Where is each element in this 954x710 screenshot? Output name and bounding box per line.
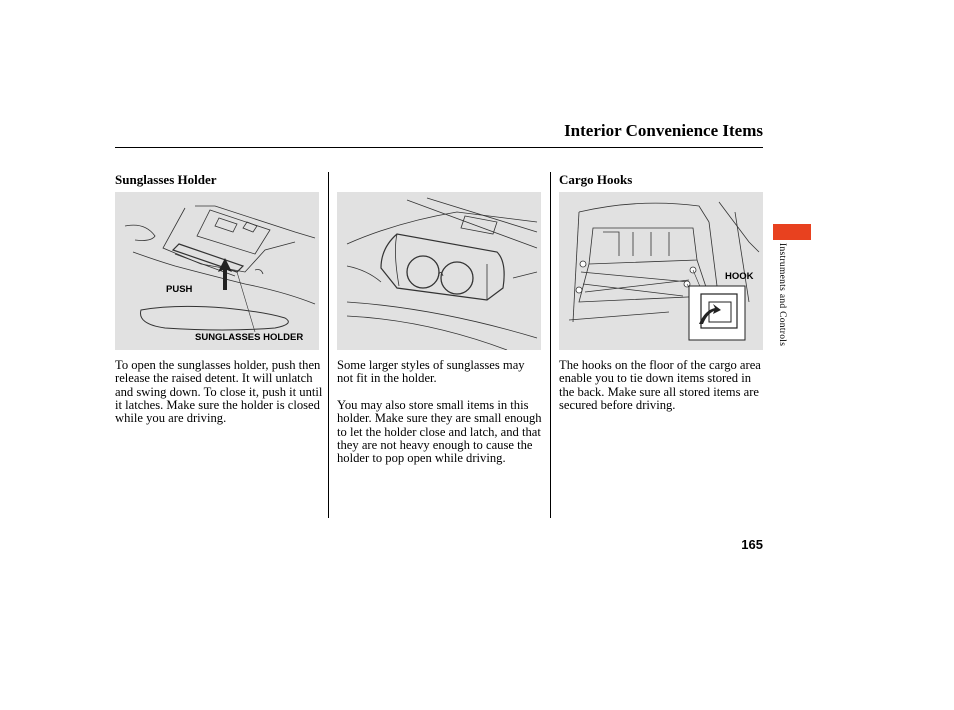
hook-label: HOOK [725, 271, 754, 282]
sunglasses-holder-label: SUNGLASSES HOLDER [195, 332, 304, 343]
sunglasses-holder-figure [115, 192, 319, 350]
page-title: Interior Convenience Items [564, 121, 763, 140]
section-heading-sunglasses-holder: Sunglasses Holder [115, 172, 217, 187]
holder-caution-text: You may also store small items in this holder. Make sure they are small enough to let the holder close and latch, and that they are not heavy enough to cause the holder to pop open while driving. [337, 398, 542, 466]
open-holder-figure [337, 192, 541, 350]
column-divider [328, 172, 329, 518]
title-rule [115, 147, 763, 148]
section-tab-marker [773, 224, 811, 240]
overhead-console-illustration [115, 192, 319, 350]
sunglasses-holder-text: To open the sunglasses holder, push then release the raised detent. It will unlatch and swing down. To close it, push it until it latches. Make sure the holder is closed while you are driving. [115, 358, 323, 426]
push-label: PUSH [166, 284, 193, 295]
holder-note-text: Some larger styles of sunglasses may not fit in the holder. [337, 358, 525, 386]
column-divider [550, 172, 551, 518]
section-tab-label: Instruments and Controls [777, 243, 787, 347]
cargo-hooks-text: The hooks on the floor of the cargo area enable you to tie down items stored in the back. Make sure all stored items are secured before driving. [559, 358, 761, 412]
page-number: 165 [741, 537, 763, 552]
open-sunglasses-holder-illustration [337, 192, 541, 350]
section-heading-cargo-hooks: Cargo Hooks [559, 172, 633, 187]
